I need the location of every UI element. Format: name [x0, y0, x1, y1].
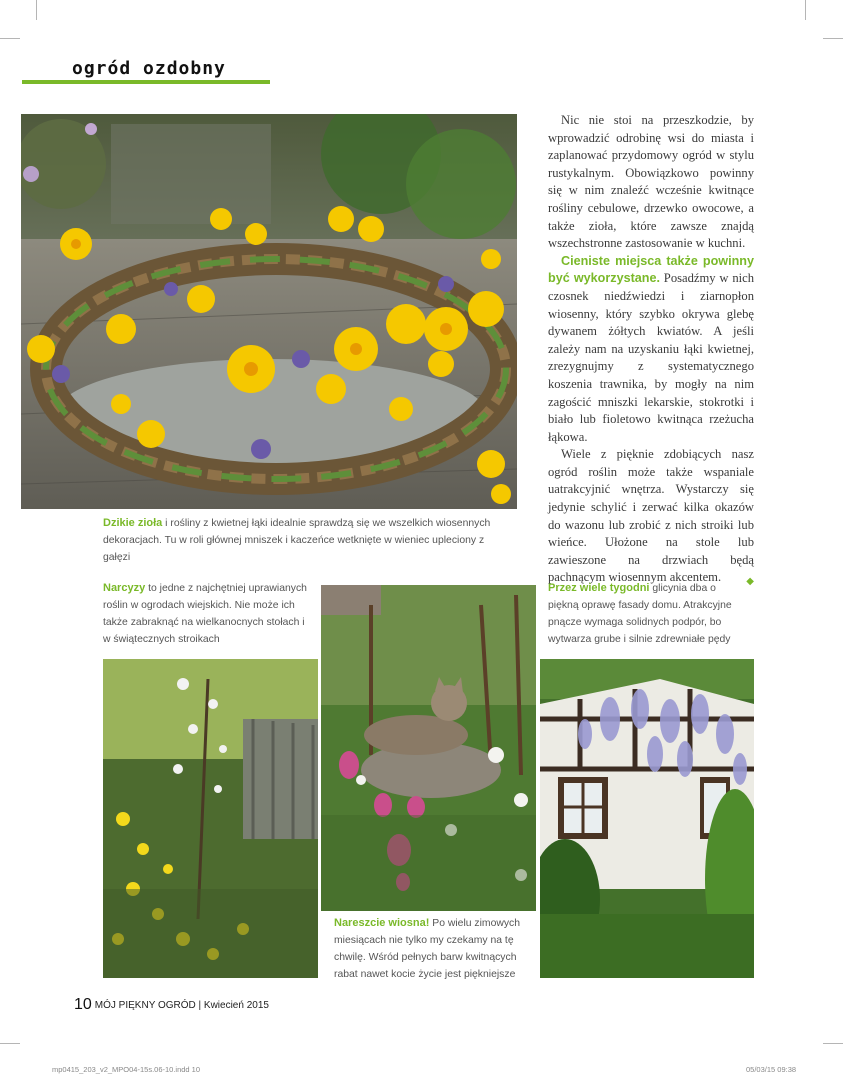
article-paragraph: Nic nie stoi na przeszkodzie, by wprowadzić odrobinę wsi do miasta i zaplanować przydomowy ogród w stylu rustykalnym. Obowiązkowo powinny się w nim znaleźć wcześnie kwitnące rośliny cebulowe, drzewko owocowe, a także zioła, które zawsze znajdą wszechstronne zastosowanie w kuchni. [548, 113, 754, 251]
wisteria-caption [548, 580, 748, 648]
footer-separator: | [195, 1000, 204, 1011]
caption-lead: Narcyzy [103, 582, 146, 594]
print-slug-timestamp: 05/03/15 09:38 [746, 1065, 797, 1074]
wreath-photo [21, 114, 517, 509]
print-slug-file: mp0415_203_v2_MPO04-15s.06-10.indd 10 [52, 1065, 201, 1074]
crop-mark [0, 1043, 20, 1044]
paragraph-lead: Cieniste miejsca także powinny być wykorzystane. [548, 253, 754, 286]
article-paragraph [548, 446, 754, 587]
article-paragraph [548, 253, 754, 447]
crop-mark [0, 38, 20, 39]
page-number: 10 [74, 996, 92, 1013]
section-title-underline [22, 80, 270, 84]
page-footer [74, 996, 269, 1014]
caption-lead: Przez wiele tygodni [548, 582, 650, 594]
wreath-caption [103, 515, 509, 566]
cat-caption [334, 915, 532, 983]
paragraph-text: Posadźmy w nich czosnek niedźwiedzi i ziarnopłon wiosenny, który szybko okrywa glebę dywanem żółtych kwiatów. A jeśli zależy nam na uzyskaniu łąki kwietnej, zrezygnujmy z systematycznego koszenia trawnika, by mogły na nim zagościć mniszki lekarskie, stokrotki i biało lub fioletowo kwitnąca rzeżucha łąkowa. [548, 271, 755, 444]
caption-text: to jedne z najchętniej uprawianych roślin w ogrodach wiejskich. Nie może ich także zabraknąć na wielkanocnych stołach i w świątecznych stroikach [103, 583, 307, 645]
article-body [548, 112, 754, 591]
paragraph-text: Wiele z pięknie zdobiących nasz ogród roślin może także wspaniale uatrakcyjnić wnętrza. Wystarczy się jedynie schylić i zerwać kilka okazów do wazonu lub zrobić z nich stroiki lub wieńce. Ułożone na stole lub zawieszone na drzwiach będą pachnącym wiosennym akcentem. [548, 447, 754, 585]
magazine-name: MÓJ PIĘKNY OGRÓD [94, 1000, 196, 1011]
caption-text: i rośliny z kwietnej łąki idealnie sprawdzą się we wszelkich wiosennych dekoracjach. Tu w roli głównej mniszek i kaczeńce wetknięte w wieniec upleciony z gałęzi [103, 518, 491, 563]
issue-date: Kwiecień 2015 [203, 1000, 269, 1011]
daffodils-caption [103, 580, 308, 648]
daffodils-photo [103, 659, 318, 978]
crop-mark [805, 0, 806, 20]
caption-text: Po wielu zimowych miesiącach nie tylko my czekamy na tę chwilę. Wśród pełnych barw kwitnących rabat nawet kocie życie jest piękniejsze [334, 918, 521, 980]
end-of-article-mark: ◆ [746, 576, 754, 588]
crop-mark [823, 1043, 843, 1044]
cat-photo [321, 585, 536, 911]
section-title: ogród ozdobny [72, 58, 226, 79]
caption-lead: Dzikie zioła [103, 517, 163, 529]
caption-text: glicynia dba o piękną oprawę fasady domu. Atrakcyjne pnącze wymaga solidnych podpór, bo wytwarza grube i silnie zdrewniałe pędy [548, 583, 732, 645]
wisteria-photo [540, 659, 754, 978]
caption-lead: Nareszcie wiosna! [334, 917, 430, 929]
crop-mark [823, 38, 843, 39]
crop-mark [36, 0, 37, 20]
